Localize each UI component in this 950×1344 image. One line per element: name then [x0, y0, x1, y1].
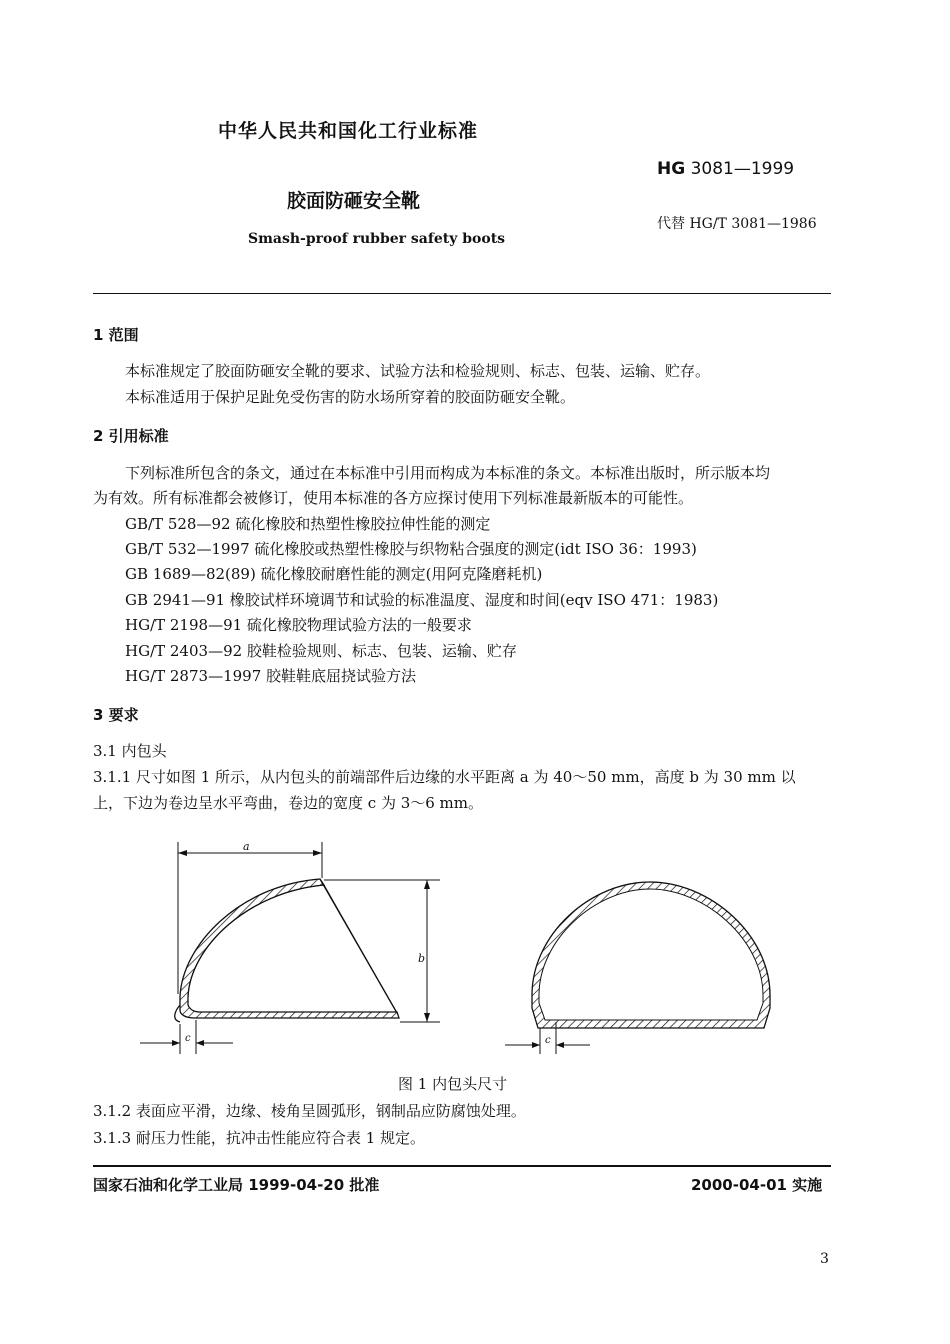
header-rule — [93, 293, 831, 294]
standard-code — [657, 159, 794, 179]
section-1-paragraph-2: 本标准适用于保护足趾免受伤害的防水场所穿着的胶面防砸安全靴。 — [125, 388, 576, 406]
reference-item: HG/T 2873—1997 胶鞋鞋底屈挠试验方法 — [125, 667, 417, 685]
reference-item: GB 2941—91 橡胶试样环境调节和试验的标准温度、湿度和时间(eqv ISO 471：1983) — [125, 591, 719, 609]
reference-item: GB 1689—82(89) 硫化橡胶耐磨性能的测定(用阿克隆磨耗机) — [125, 565, 543, 583]
section-2-intro-line-1: 下列标准所包含的条文，通过在本标准中引用而构成为本标准的条文。本标准出版时，所示版本均 — [125, 464, 771, 482]
dimension-b-label: b — [418, 952, 426, 965]
dimension-c-left-label: c — [185, 1033, 191, 1044]
dimension-a-label: a — [243, 840, 250, 853]
standard-code-prefix: HG — [657, 159, 686, 179]
dimension-a — [178, 840, 322, 994]
toe-cap-side-view — [175, 879, 399, 1022]
dimension-b — [324, 880, 440, 1022]
title-cn: 胶面防砸安全靴 — [287, 190, 421, 212]
replaces-note: 代替 HG/T 3081—1986 — [657, 216, 817, 232]
standard-code-number: 3081—1999 — [690, 159, 795, 179]
reference-item: GB/T 532—1997 硫化橡胶或热塑性橡胶与织物粘合强度的测定(idt ISO 36：1993) — [125, 540, 697, 558]
subsection-3-1: 3.1 内包头 — [93, 742, 167, 760]
clause-3-1-1-line-1: 3.1.1 尺寸如图 1 所示，从内包头的前端部件后边缘的水平距离 a 为 40～50 mm，高度 b 为 30 mm 以 — [93, 768, 796, 786]
figure-caption: 图 1 内包头尺寸 — [398, 1075, 508, 1093]
clause-3-1-3: 3.1.3 耐压力性能，抗冲击性能应符合表 1 规定。 — [93, 1129, 426, 1147]
title-en: Smash-proof rubber safety boots — [248, 231, 506, 247]
section-1-heading: 1 范围 — [93, 326, 139, 344]
section-3-heading: 3 要求 — [93, 706, 139, 724]
clause-3-1-1-line-2: 上，下边为卷边呈水平弯曲，卷边的宽度 c 为 3～6 mm。 — [93, 794, 484, 812]
toe-cap-front-view — [532, 882, 770, 1028]
page-number: 3 — [820, 1251, 829, 1267]
implementation-note: 2000-04-01 实施 — [691, 1176, 823, 1194]
section-1-paragraph-1: 本标准规定了胶面防砸安全靴的要求、试验方法和检验规则、标志、包装、运输、贮存。 — [125, 362, 711, 380]
footer-rule — [93, 1165, 831, 1167]
approval-note: 国家石油和化学工业局 1999-04-20 批准 — [93, 1176, 380, 1194]
figure-1 — [0, 820, 950, 1070]
clause-3-1-2: 3.1.2 表面应平滑，边缘、棱角呈圆弧形，钢制品应防腐蚀处理。 — [93, 1102, 526, 1120]
org-title: 中华人民共和国化工行业标准 — [218, 120, 479, 142]
section-2-heading: 2 引用标准 — [93, 427, 169, 445]
dimension-c-left — [140, 1020, 233, 1054]
reference-item: GB/T 528—92 硫化橡胶和热塑性橡胶拉伸性能的测定 — [125, 515, 491, 533]
dimension-c-right-label: c — [545, 1035, 551, 1046]
reference-item: HG/T 2198—91 硫化橡胶物理试验方法的一般要求 — [125, 616, 472, 634]
reference-item: HG/T 2403—92 胶鞋检验规则、标志、包装、运输、贮存 — [125, 642, 517, 660]
section-2-intro-line-2: 为有效。所有标准都会被修订，使用本标准的各方应探讨使用下列标准最新版本的可能性。 — [93, 489, 694, 507]
